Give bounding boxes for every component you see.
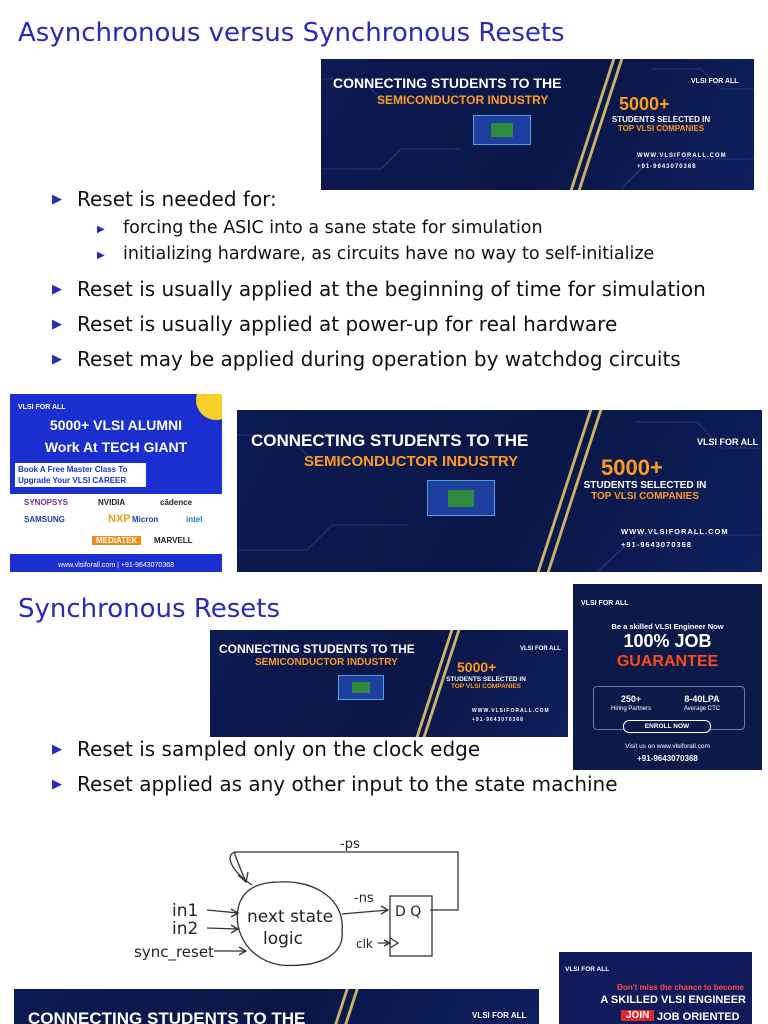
banner-web: WWW.VLSIFORALL.COM [472, 708, 550, 714]
brand-marvell: MARVELL [154, 536, 193, 545]
bullet-list [52, 736, 618, 806]
banner-line2: SEMICONDUCTOR INDUSTRY [304, 453, 519, 470]
alumni-cta[interactable]: Book A Free Master Class To Upgrade Your VLSI CAREER [15, 463, 146, 487]
alumni-headline2: Work At TECH GIANT [44, 439, 188, 455]
brand-intel: intel [186, 515, 203, 524]
banner-line1: CONNECTING STUDENTS TO THE [28, 1009, 306, 1024]
section-title: Synchronous Resets [18, 594, 281, 624]
sync-arrow [214, 947, 246, 955]
enroll-button[interactable]: ENROLL NOW [623, 720, 711, 733]
alumni-logo: VLSI FOR ALL [18, 404, 66, 411]
logic-label1: next state [247, 907, 334, 927]
banner-line1: CONNECTING STUDENTS TO THE [251, 431, 529, 450]
brand-mediatek: MEDIATEK [92, 536, 141, 545]
banner-selected [575, 480, 715, 502]
job-tagline: Be a skilled VLSI Engineer Now [611, 622, 724, 631]
ad-banner[interactable] [14, 989, 539, 1024]
banner-line2: SEMICONDUCTOR INDUSTRY [377, 93, 549, 107]
chip-icon [427, 480, 495, 516]
ad-banner[interactable] [321, 59, 754, 190]
sync-reset-label: sync_reset [134, 943, 214, 961]
selected-line2: TOP VLSI COMPANIES [591, 491, 699, 502]
join-button[interactable]: JOIN [621, 1010, 654, 1021]
brand-nxp: NXP [108, 513, 131, 525]
sub-list [77, 216, 706, 267]
banner-line1: CONNECTING STUDENTS TO THE [333, 75, 562, 91]
brand-synopsys: SYNOPSYS [24, 498, 69, 507]
list-item: ▶ Reset is usually applied at the beginning of time for simulation [52, 276, 706, 302]
brand-cadence: cādence [160, 498, 193, 507]
stat-ctc-label: Average CTC [683, 706, 721, 712]
stat-hiring-value: 250+ [620, 694, 642, 704]
engineer-ad[interactable] [559, 952, 752, 1024]
banner-web: WWW.VLSIFORALL.COM [621, 527, 729, 536]
chip-icon [338, 675, 384, 700]
in1-label: in1 [172, 901, 199, 921]
brand-nvidia: NVIDIA [98, 498, 126, 507]
alumni-ad[interactable] [10, 394, 222, 572]
banner-phone: +91-9643070368 [621, 540, 692, 549]
selected-line2: TOP VLSI COMPANIES [450, 683, 522, 690]
list-item: ▶ Reset is usually applied at power-up for real hardware [52, 311, 706, 337]
in2-arrow [207, 925, 238, 933]
clk-arrow [378, 940, 390, 946]
list-item [52, 186, 706, 267]
ff-label: D Q [395, 904, 422, 920]
chip-icon [473, 115, 531, 145]
alumni-headline1: 5000+ VLSI ALUMNI [49, 417, 183, 433]
banner-selected [599, 115, 723, 133]
stat-ctc-value: 8-40LPA [684, 694, 720, 704]
in2-label: in2 [172, 919, 199, 939]
small-line2: A SKILLED VLSI ENGINEER [600, 994, 746, 1006]
job-phone: +91-9643070368 [637, 754, 698, 763]
brand-logo: VLSI FOR ALL [472, 1011, 527, 1020]
list-item: ▶ forcing the ASIC into a sane state for simulation [97, 216, 706, 241]
fsm-sketch [130, 830, 470, 980]
list-item: ▶ Reset may be applied during operation by watchdog circuits [52, 346, 706, 372]
alumni-footer: www.vlsiforall.com | +91-9643070368 [57, 562, 175, 569]
small-logo: VLSI FOR ALL [565, 966, 610, 973]
ad-banner[interactable] [237, 410, 762, 572]
brand-logo: VLSI FOR ALL [520, 646, 561, 652]
feedback-wire [230, 852, 458, 910]
ad-banner[interactable] [210, 630, 568, 737]
banner-line1: CONNECTING STUDENTS TO THE [219, 642, 415, 656]
ps-label: -ps [340, 837, 360, 852]
selected-line2: TOP VLSI COMPANIES [617, 124, 705, 133]
banner-count: 5000+ [601, 455, 663, 480]
in1-arrow [207, 909, 238, 917]
job-logo: VLSI FOR ALL [581, 600, 629, 607]
ns-arrow [342, 906, 388, 914]
brand-samsung: SAMSUNG [24, 515, 65, 524]
list-item: ▶ Reset is sampled only on the clock edge [52, 736, 618, 762]
ns-label: -ns [354, 891, 374, 906]
small-line3: JOB ORIENTED [657, 1011, 740, 1023]
section-title: Asynchronous versus Synchronous Resets [18, 18, 565, 48]
job-headline1: 100% JOB [623, 631, 712, 651]
selected-line1: STUDENTS SELECTED IN [611, 115, 711, 124]
small-line1: Don't miss the chance to become [617, 983, 744, 992]
brand-logo: VLSI FOR ALL [697, 437, 759, 447]
banner-line2: SEMICONDUCTOR INDUSTRY [255, 657, 398, 668]
banner-web: WWW.VLSIFORALL.COM [637, 153, 727, 159]
stat-hiring-label: Hiring Partners [610, 706, 651, 712]
brand-micron: Micron [132, 515, 159, 524]
list-item: ▶ Reset applied as any other input to the state machine [52, 771, 618, 797]
bullet-text: Reset is needed for: [77, 187, 277, 211]
selected-line1: STUDENTS SELECTED IN [446, 676, 526, 683]
selected-line1: STUDENTS SELECTED IN [583, 480, 707, 491]
logic-label2: logic [263, 929, 303, 949]
job-visit: Visit us on www.vlsiforall.com [625, 743, 710, 750]
bullet-list [52, 186, 706, 381]
list-item: ▶ initializing hardware, as circuits have no way to self-initialize [97, 242, 706, 267]
banner-count: 5000+ [457, 659, 497, 675]
banner-count: 5000+ [619, 94, 670, 114]
banner-phone: +91-9643070368 [637, 164, 697, 170]
banner-phone: +91-9643070368 [472, 717, 524, 723]
job-headline2: GUARANTEE [616, 653, 719, 670]
clk-label: clk [356, 937, 373, 951]
banner-selected [436, 676, 536, 690]
brand-logo: VLSI FOR ALL [691, 78, 739, 85]
